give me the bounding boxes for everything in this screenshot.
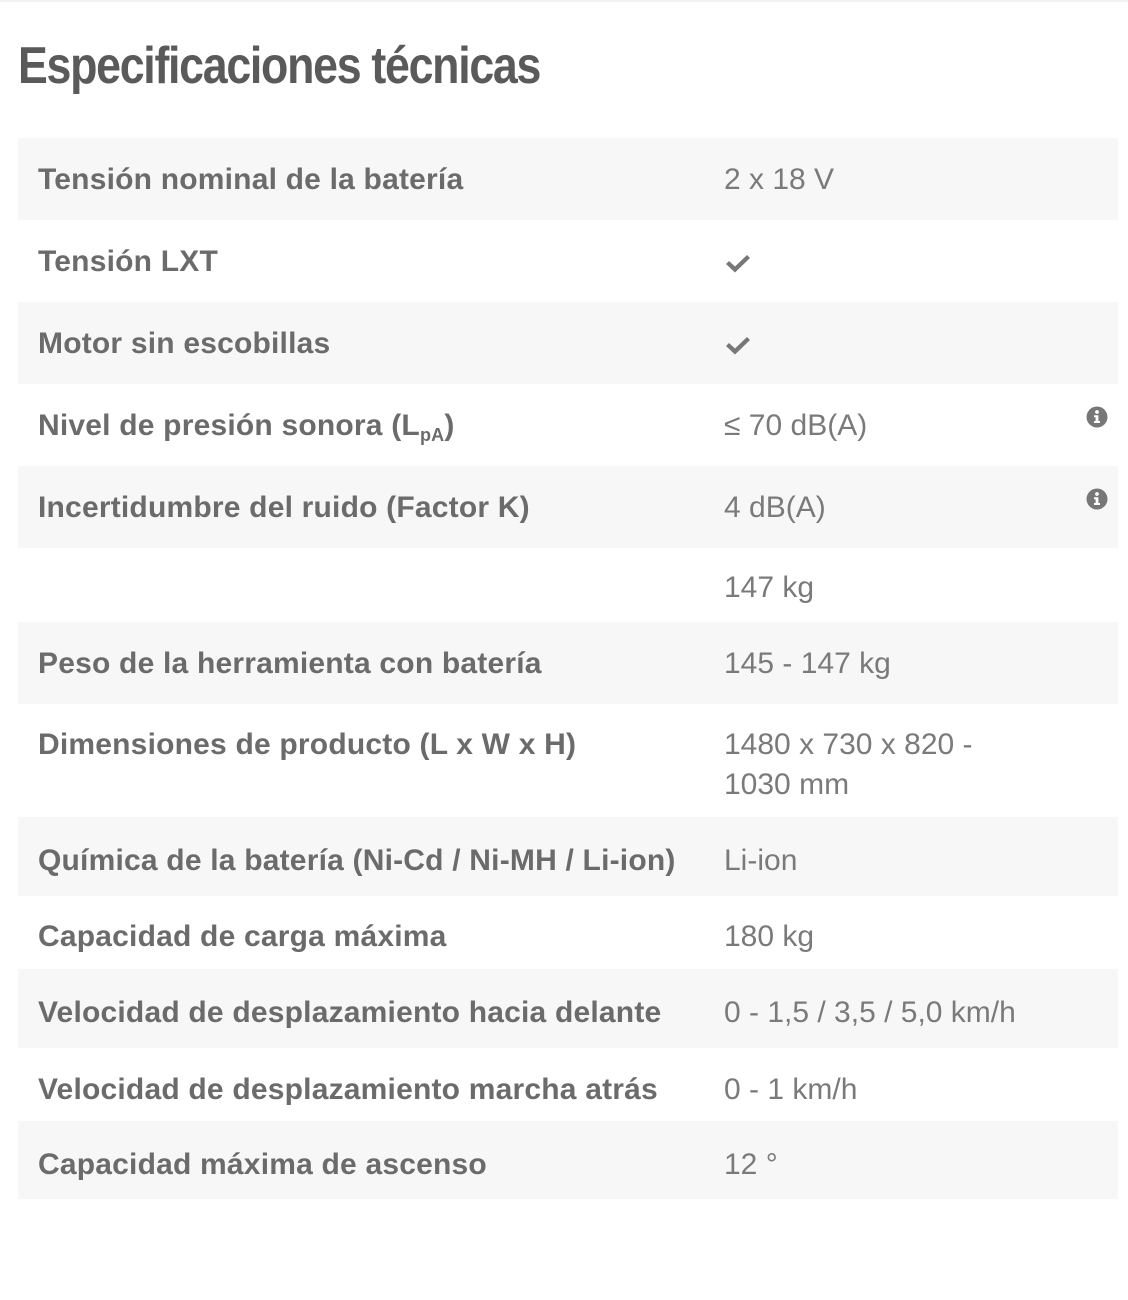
spec-value: 0 - 1,5 / 3,5 / 5,0 km/h bbox=[724, 996, 1016, 1029]
check-icon bbox=[724, 324, 754, 364]
spec-row-max-climb-capacity bbox=[18, 1121, 1118, 1199]
spec-row-product-dimensions bbox=[18, 704, 1118, 817]
spec-value: ≤ 70 dB(A) bbox=[724, 409, 868, 442]
spec-row-tool-weight-with-battery bbox=[18, 622, 1118, 704]
label-subscript: pA bbox=[419, 425, 445, 445]
spec-label: Tensión nominal de la batería bbox=[38, 163, 464, 196]
spec-row-sound-pressure bbox=[18, 384, 1118, 466]
spec-label: Incertidumbre del ruido (Factor K) bbox=[38, 491, 530, 524]
spec-label: Capacidad máxima de ascenso bbox=[38, 1148, 487, 1181]
info-circle-icon[interactable] bbox=[1086, 488, 1108, 510]
spec-label bbox=[18, 568, 704, 608]
spec-value: 12 ° bbox=[724, 1148, 778, 1181]
spec-row-lxt-voltage bbox=[18, 220, 1118, 302]
info-circle-icon[interactable] bbox=[1086, 406, 1108, 428]
spec-label: Dimensiones de producto (L x W x H) bbox=[38, 728, 577, 761]
spec-row-weight bbox=[18, 548, 1118, 622]
spec-row-forward-speed bbox=[18, 969, 1118, 1048]
spec-value: 147 kg bbox=[724, 571, 815, 604]
spec-label: Química de la batería (Ni-Cd / Ni-MH / Li-ion) bbox=[38, 844, 676, 877]
spec-row-reverse-speed bbox=[18, 1048, 1118, 1121]
spec-value: 4 dB(A) bbox=[724, 491, 826, 524]
spec-row-brushless-motor bbox=[18, 302, 1118, 384]
spec-label: Peso de la herramienta con batería bbox=[38, 647, 542, 680]
spec-row-nominal-voltage bbox=[18, 138, 1118, 220]
spec-label: Motor sin escobillas bbox=[38, 327, 331, 360]
spec-value: 145 - 147 kg bbox=[724, 647, 891, 680]
spec-table bbox=[18, 138, 1118, 1199]
spec-value bbox=[704, 324, 1118, 364]
check-icon bbox=[724, 242, 754, 282]
spec-value bbox=[704, 242, 1118, 282]
spec-label: Velocidad de desplazamiento hacia delante bbox=[38, 996, 662, 1029]
spec-row-battery-chemistry bbox=[18, 817, 1118, 896]
spec-row-noise-uncertainty bbox=[18, 466, 1118, 548]
spec-label: Capacidad de carga máxima bbox=[38, 920, 447, 953]
top-divider bbox=[0, 0, 1128, 2]
spec-row-max-load-capacity bbox=[18, 896, 1118, 969]
spec-value: 1480 x 730 x 820 - 1030 mm bbox=[724, 728, 973, 801]
spec-value: 180 kg bbox=[724, 920, 815, 953]
spec-value: Li-ion bbox=[724, 844, 798, 877]
page-title: Especificaciones técnicas bbox=[18, 37, 541, 95]
spec-label: Nivel de presión sonora $(L_{pA})$ bbox=[38, 409, 455, 445]
spec-label: Velocidad de desplazamiento marcha atrás bbox=[38, 1073, 658, 1106]
spec-label: Tensión LXT bbox=[38, 245, 218, 278]
spec-value: 2 x 18 V bbox=[724, 163, 835, 196]
spec-value: 0 - 1 km/h bbox=[724, 1073, 858, 1106]
